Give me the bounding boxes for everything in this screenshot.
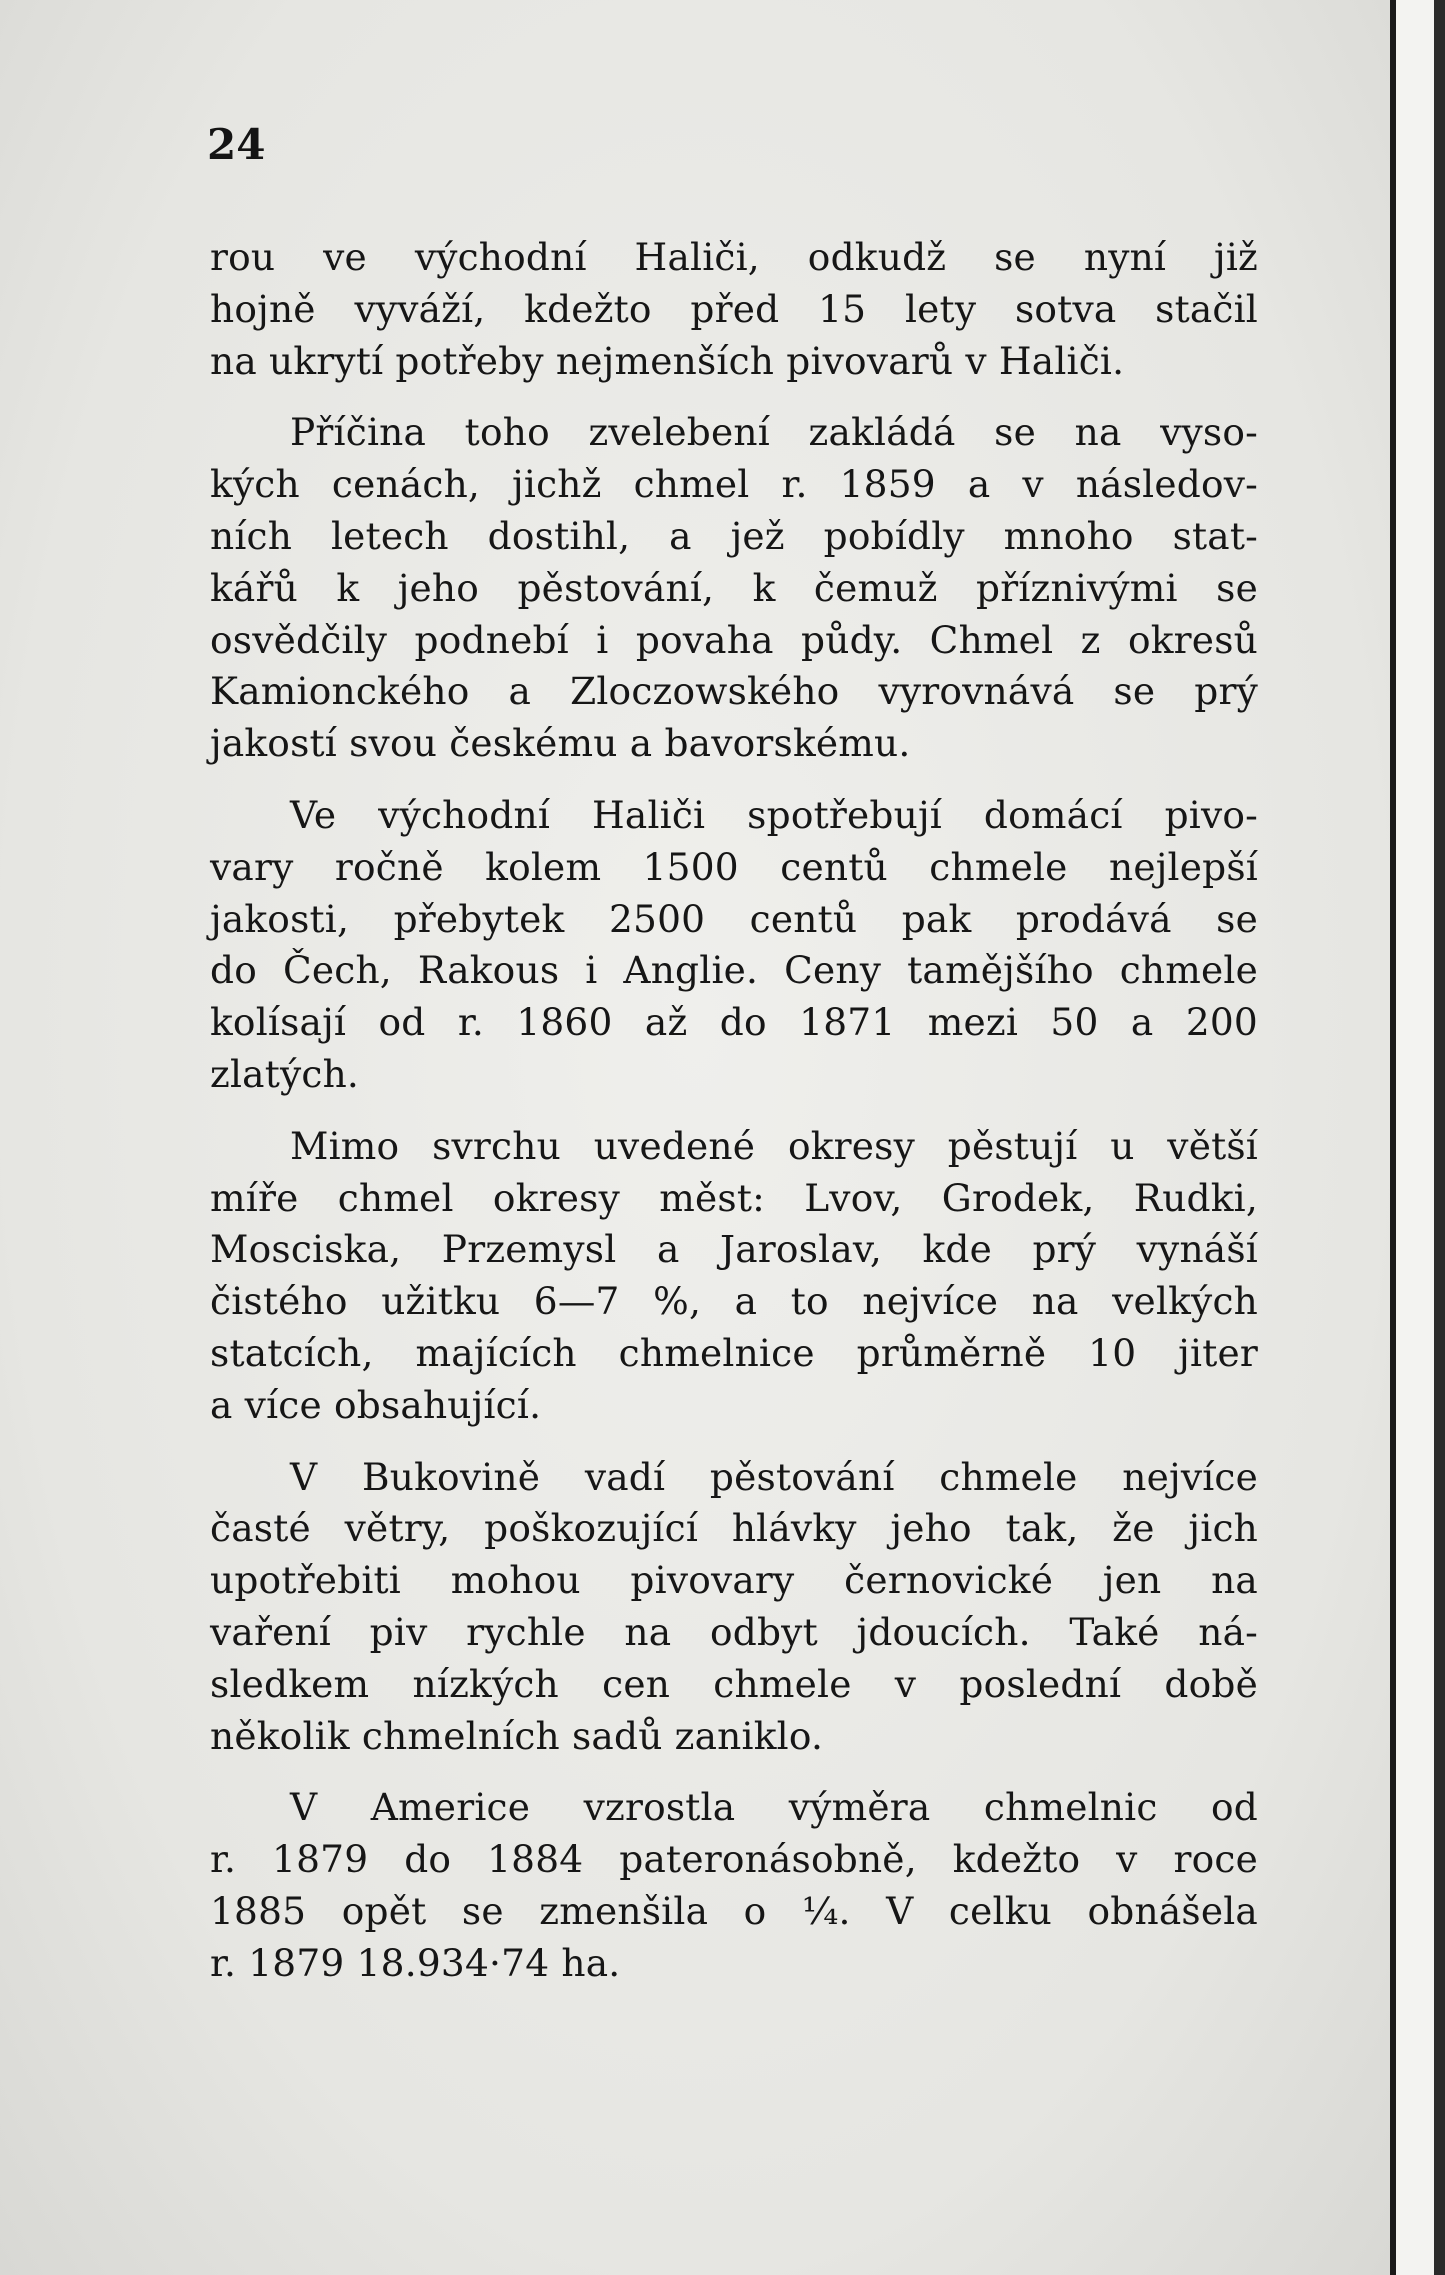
text-line: čistého užitku 6—7 %, a to nejvíce na velkých: [210, 1279, 1258, 1324]
text-line: Mosciska, Przemysl a Jaroslav, kde prý vynáší: [210, 1227, 1258, 1272]
text-line: r. 1879 do 1884 pateronásobně, kdežto v roce: [210, 1837, 1258, 1882]
text-line: V Bukovině vadí pěstování chmele nejvíce: [290, 1454, 1258, 1499]
text-line: upotřebiti mohou pivovary černovické jen na: [210, 1558, 1258, 1603]
text-line: Kamionckého a Zloczowského vyrovnává se prý: [210, 669, 1258, 714]
paragraph-2: [210, 407, 1258, 770]
text-line: rou ve východní Haliči, odkudž se nyní již: [210, 235, 1258, 279]
page-edge: [1390, 0, 1445, 2275]
text-line: kolísají od r. 1860 až do 1871 mezi 50 a 200: [210, 1000, 1258, 1045]
text-line: V Americe vzrostla výměra chmelnic od: [290, 1785, 1258, 1830]
paragraph-4: [210, 1121, 1258, 1432]
text-line: Mimo svrchu uvedené okresy pěstují u větší: [290, 1123, 1258, 1168]
text-line: jakosti, přebytek 2500 centů pak prodává se: [210, 896, 1258, 941]
text-line: několik chmelních sadů zaniklo.: [210, 1713, 824, 1758]
text-line: ních letech dostihl, a jež pobídly mnoho stat-: [210, 513, 1258, 558]
paragraph-5: [210, 1452, 1258, 1763]
text-line: jakostí svou českému a bavorskému.: [210, 721, 911, 766]
text-line: vary ročně kolem 1500 centů chmele nejlepší: [210, 844, 1258, 889]
page-number: 24: [207, 120, 266, 169]
text-line: kářů k jeho pěstování, k čemuž příznivými se: [210, 565, 1258, 610]
text-line: Příčina toho zvelebení zakládá se na vyso-: [290, 410, 1258, 455]
paragraph-6: [210, 1782, 1258, 1989]
text-line: míře chmel okresy měst: Lvov, Grodek, Rudki,: [210, 1175, 1258, 1220]
text-line: hojně vyváží, kdežto před 15 lety sotva stačil: [210, 286, 1258, 331]
text-line: osvědčily podnebí i povaha půdy. Chmel z okresů: [210, 617, 1258, 662]
paragraph-3: [210, 790, 1258, 1101]
text-line: časté větry, poškozující hlávky jeho tak, že jich: [210, 1506, 1258, 1551]
text-line: do Čech, Rakous i Anglie. Ceny tamějšího chmele: [210, 948, 1258, 993]
text-line: 1885 opět se zmenšila o ¼. V celku obnášela: [210, 1888, 1258, 1933]
text-line: r. 1879 18.934·74 ha.: [210, 1940, 621, 1985]
body-text: [210, 232, 1258, 1990]
text-line: kých cenách, jichž chmel r. 1859 a v následov-: [210, 462, 1258, 507]
text-line: a více obsahující.: [210, 1382, 542, 1427]
text-line: zlatých.: [210, 1051, 360, 1096]
text-line: na ukrytí potřeby nejmenších pivovarů v Haliči.: [210, 338, 1125, 383]
text-line: statcích, majících chmelnice průměrně 10 jiter: [210, 1330, 1258, 1375]
text-line: vaření piv rychle na odbyt jdoucích. Také ná-: [210, 1609, 1258, 1654]
paragraph-1: [210, 232, 1258, 387]
text-line: sledkem nízkých cen chmele v poslední době: [210, 1661, 1258, 1706]
text-line: Ve východní Haliči spotřebují domácí pivo-: [290, 792, 1258, 837]
